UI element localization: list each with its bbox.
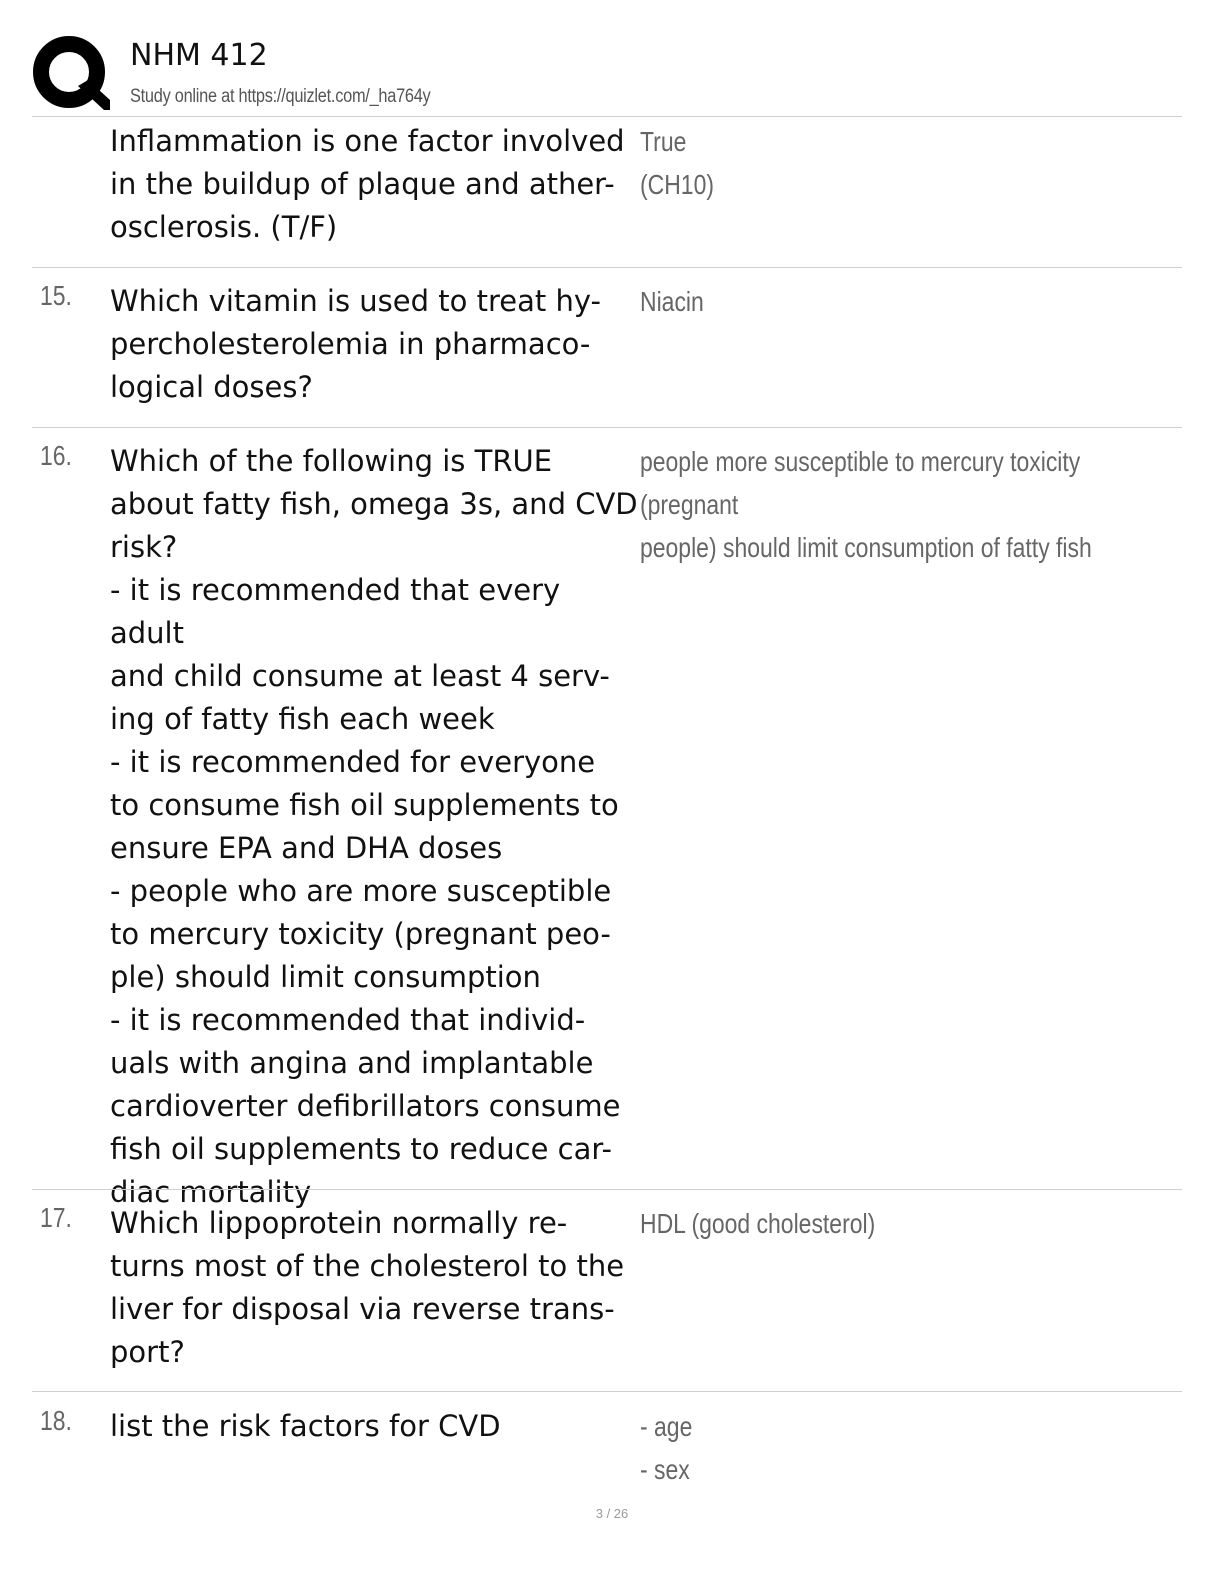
page-number: 3 / 26 bbox=[595, 1506, 629, 1521]
card-definition: HDL (good cholesterol) bbox=[640, 1208, 876, 1239]
document-title: NHM 412 bbox=[130, 38, 268, 73]
card-definition: Niacin bbox=[640, 286, 704, 317]
divider bbox=[32, 1189, 1182, 1190]
card-definition: True (CH10) bbox=[640, 126, 714, 200]
card-term: Inflammation is one factor involved in the buildup of plaque and ather- osclerosis. (T/F) bbox=[110, 124, 625, 244]
card-number: 18. bbox=[40, 1405, 72, 1436]
card-term: Which lippoprotein normally re- turns most of the cholesterol to the liver for disposal via reverse trans- port? bbox=[110, 1206, 625, 1369]
divider bbox=[32, 427, 1182, 428]
quizlet-q-logo-icon bbox=[32, 34, 110, 112]
card-term: Which of the following is TRUE about fatty fish, omega 3s, and CVD risk? - it is recommended that every adult and child consume at least 4 serv- ing of fatty fish each week - it is recommended for everyone to consume fish oil supplements to ensure EPA and DHA doses - people who are more susceptible to mercury toxicity (pregnant peo- ple) should limit consumption - it is recommended that individ- uals with angina and implantable cardioverter defibrillators consume fish oil supplements to reduce car- diac mortality bbox=[110, 444, 638, 1209]
divider bbox=[32, 267, 1182, 268]
card-number: 15. bbox=[40, 280, 72, 311]
study-online-link[interactable]: Study online at https://quizlet.com/_ha764y bbox=[130, 86, 431, 107]
page-header bbox=[32, 30, 1182, 118]
divider bbox=[32, 116, 1182, 117]
card-term: Which vitamin is used to treat hy- percholesterolemia in pharmaco- logical doses? bbox=[110, 284, 601, 404]
card-number: 16. bbox=[40, 440, 72, 471]
divider bbox=[32, 1391, 1182, 1392]
card-number: 17. bbox=[40, 1202, 72, 1233]
card-definition: people more susceptible to mercury toxicity (pregnant people) should limit consumption of fatty fish bbox=[640, 446, 1092, 563]
card-definition: - age - sex bbox=[640, 1411, 693, 1485]
card-term: list the risk factors for CVD bbox=[110, 1409, 501, 1443]
